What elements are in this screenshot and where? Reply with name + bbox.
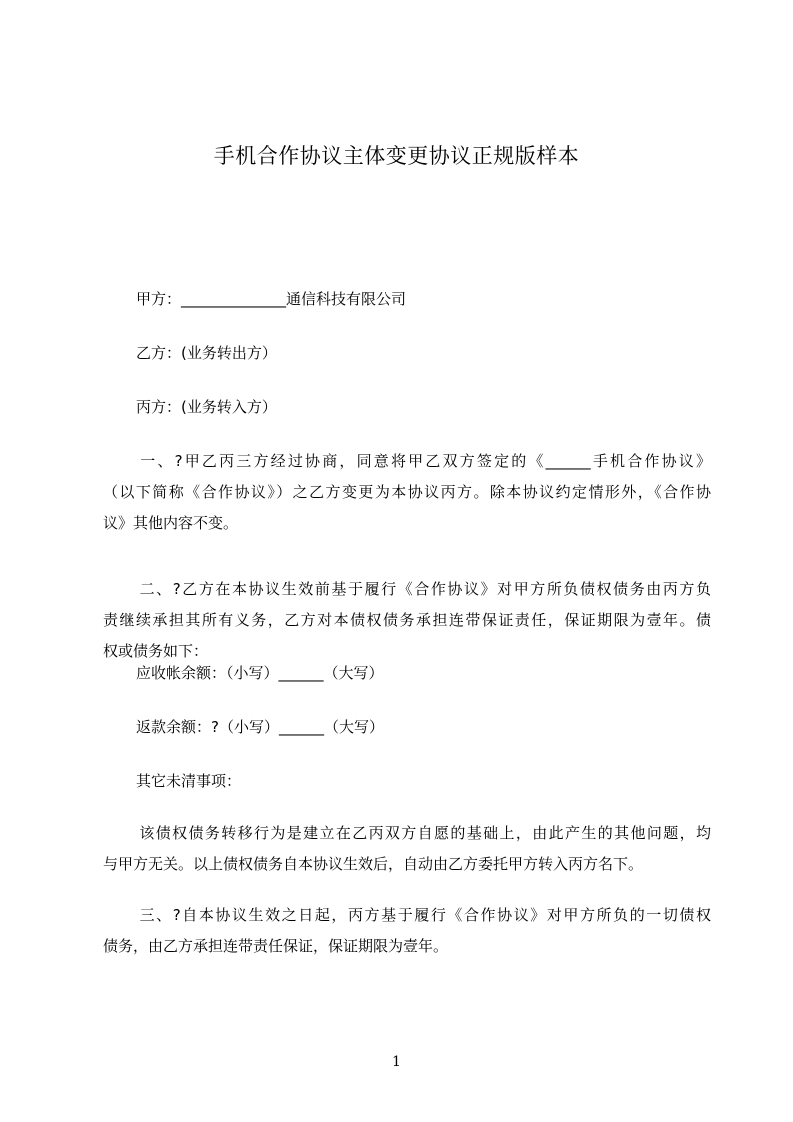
clause-1-line: （以下简称《合作协议》）之乙方变更为本协议丙方。除本协议约定情形外，《合作协 bbox=[103, 483, 711, 501]
clause-3-line: 三、?自本协议生效之日起，丙方基于履行《合作协议》对甲方所负的一切债权 bbox=[123, 906, 711, 924]
clause-2-line: 责继续承担其所有义务，乙方对本债权债务承担连带保证责任，保证期限为壹年。债 bbox=[103, 611, 711, 629]
clause-1 bbox=[103, 446, 711, 539]
other-items-line: 其它未清事项： bbox=[136, 772, 242, 790]
transfer-note-line: 与甲方无关。以上债权债务自本协议生效后，自动由乙方委托甲方转入丙方名下。 bbox=[103, 855, 644, 873]
party-a-line: 甲方：______________通信科技有限公司 bbox=[136, 290, 407, 308]
document-title: 手机合作协议主体变更协议正规版样本 bbox=[213, 144, 580, 168]
clause-2 bbox=[103, 574, 711, 667]
receivable-line: 应收帐余额：（小写）______（大写） bbox=[136, 664, 384, 682]
party-c-line: 丙方：(业务转入方） bbox=[136, 398, 277, 416]
clause-1-line: 议》其他内容不变。 bbox=[103, 514, 239, 532]
party-b-line: 乙方：(业务转出方） bbox=[136, 344, 277, 362]
transfer-note-line: 该债权债务转移行为是建立在乙丙双方自愿的基础上，由此产生的其他问题，均 bbox=[123, 824, 711, 842]
clause-3-line: 债务，由乙方承担连带责任保证，保证期限为壹年。 bbox=[103, 937, 449, 955]
page-number: 1 bbox=[392, 1054, 401, 1070]
refund-line: 返款余额：?（小写）______（大写） bbox=[136, 718, 384, 736]
transfer-note bbox=[103, 818, 711, 880]
clause-3 bbox=[103, 900, 711, 962]
clause-2-line: 二、?乙方在本协议生效前基于履行《合作协议》对甲方所负债权债务由丙方负 bbox=[123, 580, 711, 598]
clause-2-line: 权或债务如下： bbox=[103, 642, 209, 660]
clause-1-line: 一、?甲乙丙三方经过协商，同意将甲乙双方签定的《______手机合作协议》 bbox=[123, 452, 711, 470]
